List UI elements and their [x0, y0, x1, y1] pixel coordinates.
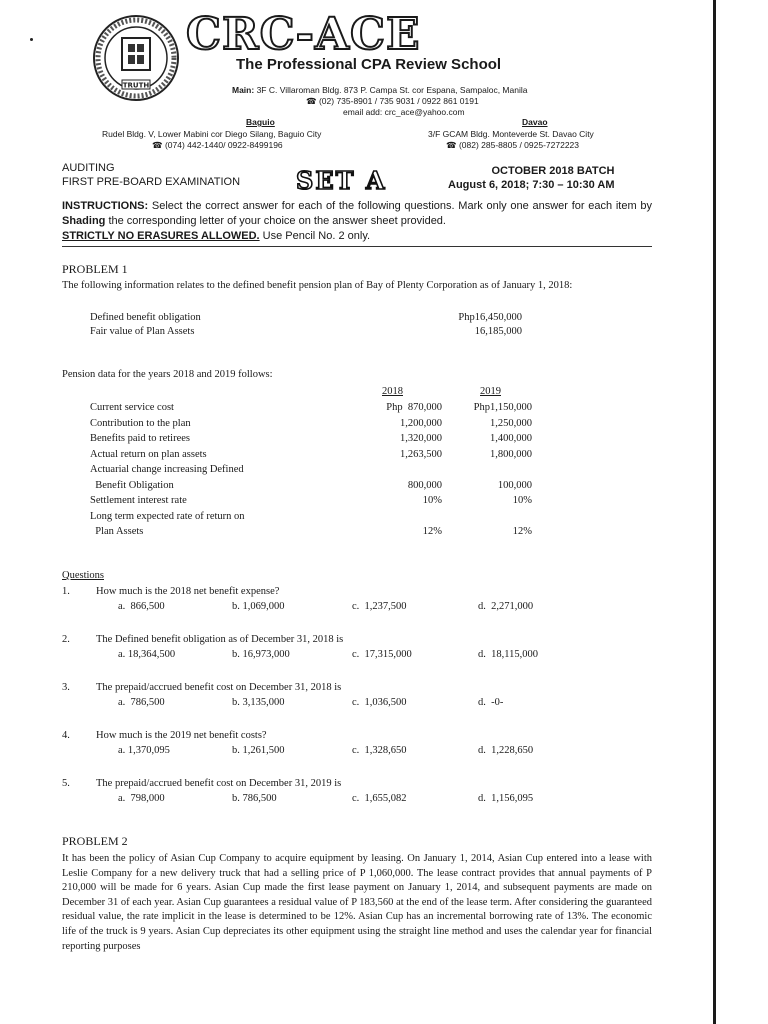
instructions-text-3: Use Pencil No. 2 only. — [259, 230, 371, 242]
speck — [30, 38, 33, 41]
phone-icon: ☎ — [152, 140, 163, 150]
choice-d: d. 2,271,000 — [478, 601, 534, 612]
choice-b: b. 1,069,000 — [232, 601, 285, 612]
main-label: Main: — [232, 85, 255, 95]
pension-row-label: Current service cost — [90, 402, 174, 413]
pension-row-label: Actual return on plan assets — [90, 448, 207, 460]
question-text: How much is the 2019 net benefit costs? — [96, 730, 267, 741]
email-line: email add: crc_ace@yahoo.com — [343, 107, 465, 117]
question-text: The prepaid/accrued benefit cost on December 31, 2019 is — [96, 778, 342, 789]
choice-c: c. 1,036,500 — [352, 697, 407, 708]
main-address — [232, 85, 527, 95]
choice-d: d. 18,115,000 — [478, 649, 538, 660]
pension-value-2019: 100,000 — [497, 479, 532, 491]
pension-value-2019: 1,800,000 — [490, 448, 532, 460]
pension-row-label: Benefit Obligation — [90, 479, 174, 491]
problem-2-title: PROBLEM 2 — [62, 834, 128, 848]
questions-label: Questions — [62, 570, 104, 581]
choice-a: a. 786,500 — [118, 697, 165, 708]
exam-date: August 6, 2018; 7:30 – 10:30 AM — [448, 179, 615, 191]
baguio-label: Baguio — [246, 117, 275, 127]
choice-a: a. 18,364,500 — [118, 649, 176, 660]
main-phone — [306, 96, 479, 106]
page-edge-line — [713, 0, 716, 1024]
choice-c: c. 1,328,650 — [352, 745, 407, 756]
pension-value-2018: Php 870,000 — [386, 402, 442, 413]
question-text: The Defined benefit obligation as of December 31, 2018 is — [96, 634, 344, 645]
instructions — [62, 199, 652, 244]
choice-a: a. 1,370,095 — [118, 745, 170, 756]
problem-1-title: PROBLEM 1 — [62, 262, 128, 276]
question-text: The prepaid/accrued benefit cost on December 31, 2018 is — [96, 682, 342, 693]
pension-value-2018: 10% — [422, 495, 442, 506]
choice-b: b. 16,973,000 — [232, 649, 290, 660]
davao-address: 3/F GCAM Bldg. Monteverde St. Davao City — [428, 129, 594, 139]
choice-c: c. 1,237,500 — [352, 601, 407, 612]
davao-label: Davao — [522, 117, 548, 127]
exam-subject: AUDITING — [62, 162, 115, 174]
opening-label: Defined benefit obligation — [90, 312, 201, 323]
problem-2-text: It has been the policy of Asian Cup Company to acquire equipment by leasing. On January 1, 2014, Asian Cup entered into a lease with Leslie Company for a new delivery truck that had a selling price of P 1,060,000. The lease contract provides that annual payments of P 210,000 will be made for 6 years. Asian Cup made the first lease payment on January 1, 2014, and subsequent payments are made on December 31 of each year. Asian Cup guarantees a residual value of P 183,560 at the end of the lease term. After considering the guaranteed residual value, the rate implicit in the lease is determined to be 12%. Asian Cup has an incremental borrowing rate of 13%. The economic life of the truck is 9 years. Asian Cup depreciates its other equipment using the straight line method and uses the calendar year for financial reporting purposes — [62, 853, 652, 952]
pension-row-label: Plan Assets — [90, 526, 144, 537]
problem-1-intro: The following information relates to the defined benefit pension plan of Bay of Plenty Corporation as of January 1, 2018: — [62, 280, 573, 291]
phone-icon: ☎ — [306, 96, 317, 106]
baguio-phone — [152, 140, 283, 150]
choice-d: d. -0- — [478, 697, 504, 708]
exam-title: FIRST PRE-BOARD EXAMINATION — [62, 176, 241, 188]
davao-phone-text: (082) 285-8805 / 0925-7272223 — [458, 140, 580, 150]
question-number: 2. — [62, 634, 70, 645]
instructions-label: INSTRUCTIONS: — [62, 200, 149, 212]
instructions-text-1: Select the correct answer for each of the following questions. Mark only one answer for each item by — [148, 200, 652, 212]
instructions-strict: STRICTLY NO ERASURES ALLOWED. — [62, 230, 260, 242]
choice-c: c. 17,315,000 — [352, 649, 412, 660]
choice-c: c. 1,655,082 — [352, 793, 407, 804]
baguio-phone-text: (074) 442-1440/ 0922-8499196 — [164, 140, 283, 150]
pension-row-label: Benefits paid to retirees — [90, 433, 191, 444]
instructions-shading: Shading — [62, 215, 106, 227]
pension-value-2019: 10% — [512, 495, 532, 506]
school-seal-icon — [92, 14, 180, 102]
exam-set: SET A — [296, 166, 387, 195]
choice-b: b. 1,261,500 — [232, 745, 285, 756]
pension-row-label: Settlement interest rate — [90, 495, 187, 506]
opening-label: Fair value of Plan Assets — [90, 326, 195, 337]
instructions-text-2: the corresponding letter of your choice on the answer sheet provided. — [105, 215, 446, 227]
main-phone-text: (02) 735-8901 / 735 9031 / 0922 861 0191 — [318, 96, 479, 106]
pension-value-2019: 1,250,000 — [490, 417, 532, 429]
column-2018: 2018 — [382, 386, 403, 397]
question-number: 5. — [62, 778, 70, 789]
pension-value-2018: 12% — [422, 526, 442, 537]
pension-value-2019: Php1,150,000 — [473, 402, 532, 413]
choice-d: d. 1,156,095 — [478, 793, 534, 804]
choice-a: a. 798,000 — [118, 793, 165, 804]
phone-icon: ☎ — [446, 140, 457, 150]
pension-row-label: Actuarial change increasing Defined — [90, 464, 244, 475]
exam-batch: OCTOBER 2018 BATCH — [491, 165, 615, 177]
opening-value: 16,185,000 — [474, 326, 522, 337]
pension-value-2018: 1,320,000 — [400, 433, 442, 444]
baguio-address: Rudel Bldg. V, Lower Mabini cor Diego Silang, Baguio City — [102, 129, 322, 139]
pension-intro: Pension data for the years 2018 and 2019 follows: — [62, 369, 273, 380]
exam-schedule — [448, 164, 615, 192]
pension-value-2018: 1,263,500 — [400, 448, 442, 460]
question-text: How much is the 2018 net benefit expense? — [96, 586, 280, 597]
brand-title: CRC-ACE — [186, 9, 421, 60]
question-number: 3. — [62, 682, 70, 693]
choice-a: a. 866,500 — [118, 601, 165, 612]
divider — [62, 246, 652, 247]
pension-value-2019: 1,400,000 — [490, 433, 532, 444]
pension-row-label: Contribution to the plan — [90, 417, 191, 429]
pension-value-2018: 1,200,000 — [400, 417, 442, 429]
pension-value-2019: 12% — [512, 526, 532, 537]
davao-phone — [446, 140, 579, 150]
choice-b: b. 786,500 — [232, 793, 277, 804]
question-number: 4. — [62, 730, 70, 741]
pension-value-2018: 800,000 — [407, 479, 442, 491]
question-number: 1. — [62, 586, 70, 597]
brand-tagline: The Professional CPA Review School — [236, 56, 502, 73]
exam-info — [62, 161, 240, 189]
choice-d: d. 1,228,650 — [478, 745, 534, 756]
opening-value: Php16,450,000 — [458, 312, 522, 323]
main-address-text: 3F C. Villaroman Bldg. 873 P. Campa St. cor Espana, Sampaloc, Manila — [256, 85, 528, 95]
pension-row-label: Long term expected rate of return on — [90, 510, 245, 522]
seal-label: TRUTH — [122, 81, 150, 90]
column-2019: 2019 — [480, 386, 501, 397]
choice-b: b. 3,135,000 — [232, 697, 285, 708]
